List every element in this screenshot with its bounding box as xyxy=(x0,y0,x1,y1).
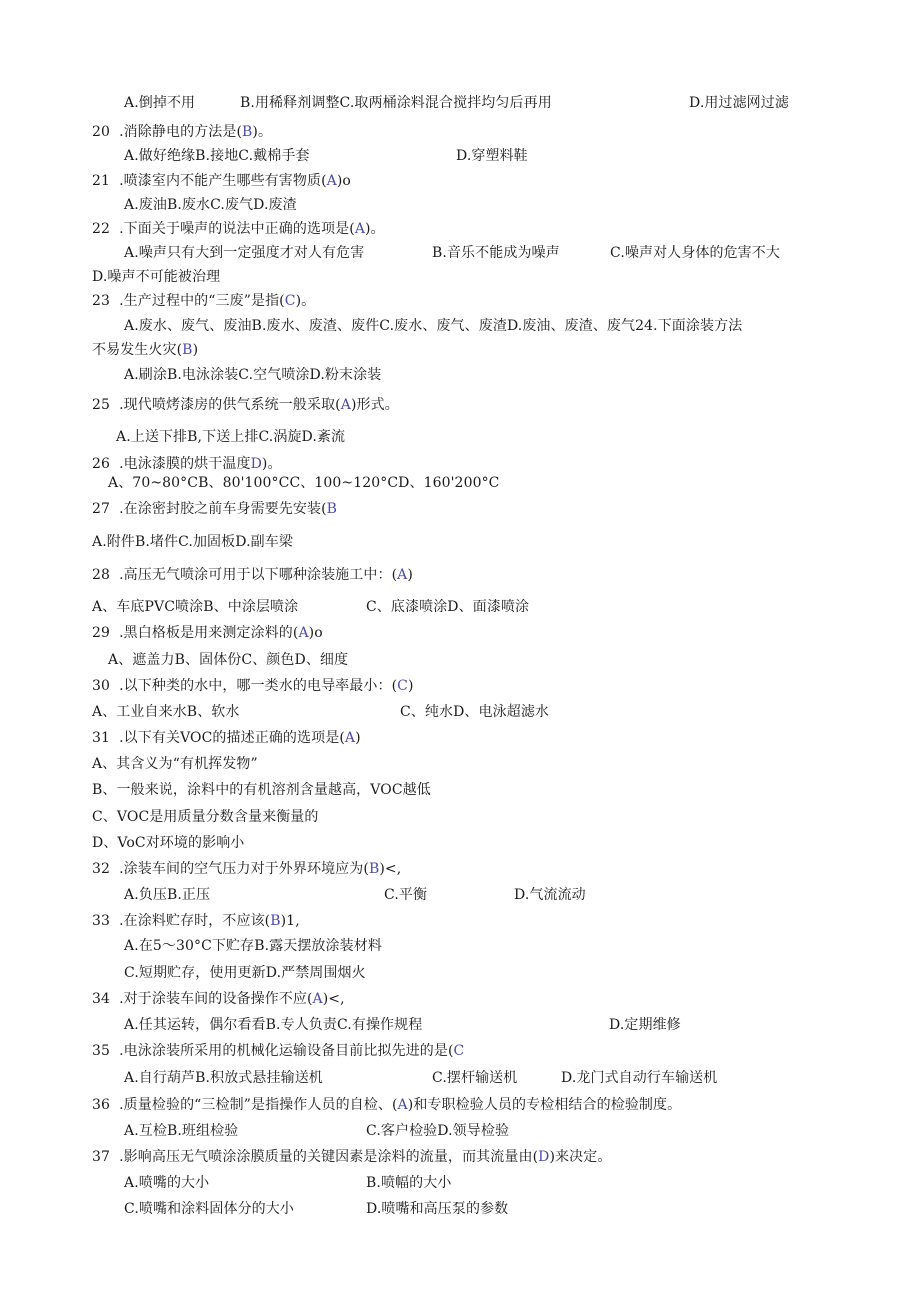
option-line xyxy=(124,1174,209,1192)
line-text: ) xyxy=(192,342,199,358)
option-line xyxy=(124,94,195,112)
line-text: 30 .以下种类的水中，哪一类水的电导率最小：( xyxy=(92,678,398,694)
answer-letter: C xyxy=(284,293,296,309)
line-text: )<, xyxy=(379,861,402,877)
option-line xyxy=(124,244,364,262)
answer-letter: B xyxy=(326,501,338,517)
option-line xyxy=(92,755,258,773)
line-text: A.附件B.堵件C.加固板D.副车梁 xyxy=(92,534,293,550)
line-text: C.噪声对人身体的危害不大 xyxy=(610,245,780,261)
answer-letter: B xyxy=(242,124,253,140)
line-text: ) xyxy=(355,730,361,746)
option-line xyxy=(92,781,431,799)
option-line xyxy=(124,366,381,384)
option-line xyxy=(92,268,220,286)
line-text: 22 .下面关于噪声的说法中正确的选项是( xyxy=(92,221,355,237)
line-text: A.自行葫芦B.积放式悬挂输送机 xyxy=(124,1070,323,1086)
line-text: A、70~80°CB、80'100°CC、100~120°CD、160'200°C xyxy=(108,475,500,491)
line-text: C.短期贮存，使用更新D.严禁周围烟火 xyxy=(124,965,366,981)
line-text: C.平衡 xyxy=(384,887,428,903)
line-text: 28 .高压无气喷涂可用于以下哪种涂装施工中：( xyxy=(92,567,398,583)
option-line xyxy=(432,1069,517,1087)
line-text: )和专职检验人员的专检相结合的检验制度。 xyxy=(407,1097,682,1113)
option-line xyxy=(124,147,310,165)
answer-letter: C xyxy=(453,1043,465,1059)
option-line xyxy=(92,703,240,721)
option-line xyxy=(456,147,528,165)
answer-letter: A xyxy=(344,730,356,746)
line-text: D.龙门式自动行车输送机 xyxy=(561,1070,718,1086)
line-text: ) xyxy=(407,678,414,694)
line-text: A、遮盖力B、固体份C、颜色D、细度 xyxy=(108,652,349,668)
line-text: 31 .以下有关VOC的描述正确的选项是( xyxy=(92,730,345,746)
line-text: A.刷涂B.电泳涂装C.空气喷涂D.粉末涂装 xyxy=(124,367,382,383)
line-text: A、其含义为“有机挥发物” xyxy=(92,756,258,772)
option-line xyxy=(366,598,529,616)
option-line xyxy=(689,94,789,112)
option-line xyxy=(610,244,780,262)
line-text: 29 .黑白格板是用来测定涂料的( xyxy=(92,625,299,641)
answer-letter: C xyxy=(397,678,408,694)
line-text: D.气流流动 xyxy=(514,887,586,903)
line-text: ) xyxy=(407,567,413,583)
line-text: 27 .在涂密封胶之前车身需要先安装( xyxy=(92,501,327,517)
option-line xyxy=(609,1016,681,1034)
line-text: 35 .电泳涂装所采用的机械化运输设备目前比拟先进的是( xyxy=(92,1043,454,1059)
line-text: 23 .生产过程中的“三废”是指( xyxy=(92,293,285,309)
line-text: )o xyxy=(308,625,323,641)
question-line xyxy=(92,1096,681,1114)
line-text: B.音乐不能成为噪声 xyxy=(432,245,560,261)
answer-letter: D xyxy=(250,456,262,472)
question-line xyxy=(92,729,361,747)
line-text: A.在5～30°C下贮存B.露天摆放涂装材料 xyxy=(124,938,382,954)
answer-letter: A xyxy=(397,567,408,583)
line-text: A.负压B.正压 xyxy=(124,887,211,903)
option-line xyxy=(108,651,348,669)
line-text: B.用稀释剂调整C.取两桶涂料混合搅拌均匀后再用 xyxy=(240,95,552,111)
question-line xyxy=(92,566,413,584)
line-text: 33 .在涂料贮存时，不应该( xyxy=(92,913,271,929)
line-text: A.废水、废气、废油B.废水、废渣、废件C.废水、废气、废渣D.废油、废渣、废气24.下面涂装方法 xyxy=(124,318,743,334)
option-line xyxy=(366,1200,508,1218)
question-line xyxy=(92,292,315,310)
line-text: 21 .喷漆室内不能产生哪些有害物质( xyxy=(92,173,327,189)
option-line xyxy=(561,1069,717,1087)
line-text: 37 .影响高压无气喷涂涂膜质量的关键因素是涂料的流量，而其流量由( xyxy=(92,1149,539,1165)
question-line xyxy=(92,455,282,473)
line-text: 26 .电泳漆膜的烘干温度 xyxy=(92,456,251,472)
line-text: A.做好绝缘B.接地C.戴棉手套 xyxy=(124,148,310,164)
line-text: )1, xyxy=(280,913,300,929)
line-text: )形式。 xyxy=(350,397,399,413)
option-line xyxy=(124,1016,422,1034)
option-line xyxy=(92,834,244,852)
question-line xyxy=(92,123,272,141)
line-text: )<, xyxy=(322,991,345,1007)
question-line xyxy=(92,172,351,190)
option-line xyxy=(92,808,318,826)
question-line xyxy=(92,1148,611,1166)
answer-letter: B xyxy=(182,342,193,358)
line-text: )o xyxy=(336,173,351,189)
question-line xyxy=(92,624,323,642)
question-line xyxy=(92,860,401,878)
line-text: 25 .现代喷烤漆房的供气系统一般采取( xyxy=(92,397,341,413)
answer-letter: A xyxy=(340,397,351,413)
question-line xyxy=(92,341,198,359)
option-line xyxy=(366,1122,509,1140)
line-text: )。 xyxy=(261,456,282,472)
option-line xyxy=(108,474,500,492)
option-line xyxy=(124,317,742,335)
option-line xyxy=(240,94,552,112)
question-line xyxy=(92,912,300,930)
option-line xyxy=(366,1174,451,1192)
answer-letter: D xyxy=(538,1149,550,1165)
option-line xyxy=(384,886,427,904)
line-text: A、工业自来水B、软水 xyxy=(92,704,240,720)
option-line xyxy=(432,244,560,262)
line-text: D.噪声不可能被治理 xyxy=(92,269,221,285)
option-line xyxy=(514,886,586,904)
line-text: A、车底PVC喷涂B、中涂层喷涂 xyxy=(92,599,299,615)
answer-letter: B xyxy=(368,861,380,877)
option-line xyxy=(124,1200,294,1218)
option-line xyxy=(116,428,345,446)
option-line xyxy=(400,703,549,721)
question-line xyxy=(92,990,345,1008)
option-line xyxy=(124,1069,323,1087)
option-line xyxy=(124,886,210,904)
answer-letter: A xyxy=(326,173,337,189)
line-text: )。 xyxy=(295,293,316,309)
answer-letter: A xyxy=(298,625,309,641)
question-line xyxy=(92,396,399,414)
option-line xyxy=(124,1122,238,1140)
line-text: D.穿塑料鞋 xyxy=(456,148,528,164)
line-text: A.上送下排B,下送上排C.涡旋D.紊流 xyxy=(116,429,346,445)
line-text: D、VoC对环境的影响小 xyxy=(92,835,245,851)
question-line xyxy=(92,677,414,695)
answer-letter: B xyxy=(270,913,281,929)
line-text: D.用过滤网过滤 xyxy=(689,95,789,111)
line-text: )。 xyxy=(365,221,385,237)
line-text: B.喷幅的大小 xyxy=(366,1175,452,1191)
answer-letter: A xyxy=(312,991,323,1007)
answer-letter: A xyxy=(354,221,366,237)
answer-letter: A xyxy=(397,1097,408,1113)
line-text: C.喷嘴和涂料固体分的大小 xyxy=(124,1201,294,1217)
line-text: A.喷嘴的大小 xyxy=(124,1175,210,1191)
option-line xyxy=(124,196,297,214)
line-text: C.客户检验D.领导检验 xyxy=(366,1123,510,1139)
line-text: D.喷嘴和高压泵的参数 xyxy=(366,1201,509,1217)
option-line xyxy=(124,937,382,955)
line-text: 不易发生火灾( xyxy=(92,342,183,358)
line-text: C、底漆喷涂D、面漆喷涂 xyxy=(366,599,530,615)
question-line xyxy=(92,1042,464,1060)
question-line xyxy=(92,500,337,518)
line-text: A.废油B.废水C.废气D.废渣 xyxy=(124,197,297,213)
line-text: )来决定。 xyxy=(549,1149,612,1165)
line-text: A.任其运转，偶尔看看B.专人负责C.有操作规程 xyxy=(124,1017,423,1033)
line-text: 20 .消除静电的方法是( xyxy=(92,124,243,140)
line-text: A.互检B.班组检验 xyxy=(124,1123,239,1139)
line-text: )。 xyxy=(252,124,273,140)
line-text: 36 .质量检验的“三检制”是指操作人员的自检、( xyxy=(92,1097,398,1113)
question-line xyxy=(92,220,385,238)
line-text: A.倒掉不用 xyxy=(124,95,196,111)
option-line xyxy=(124,964,366,982)
line-text: C、纯水D、电泳超滤水 xyxy=(400,704,550,720)
line-text: A.噪声只有大到一定强度才对人有危害 xyxy=(124,245,365,261)
line-text: D.定期维修 xyxy=(609,1017,681,1033)
line-text: C.摆杆输送机 xyxy=(432,1070,518,1086)
option-line xyxy=(92,533,293,551)
line-text: 34 .对于涂装车间的设备操作不应( xyxy=(92,991,313,1007)
option-line xyxy=(92,598,298,616)
line-text: 32 .涂装车间的空气压力对于外界环境应为( xyxy=(92,861,369,877)
line-text: B、一般来说，涂料中的有机溶剂含量越高，VOC越低 xyxy=(92,782,431,798)
line-text: C、VOC是用质量分数含量来衡量的 xyxy=(92,809,319,825)
